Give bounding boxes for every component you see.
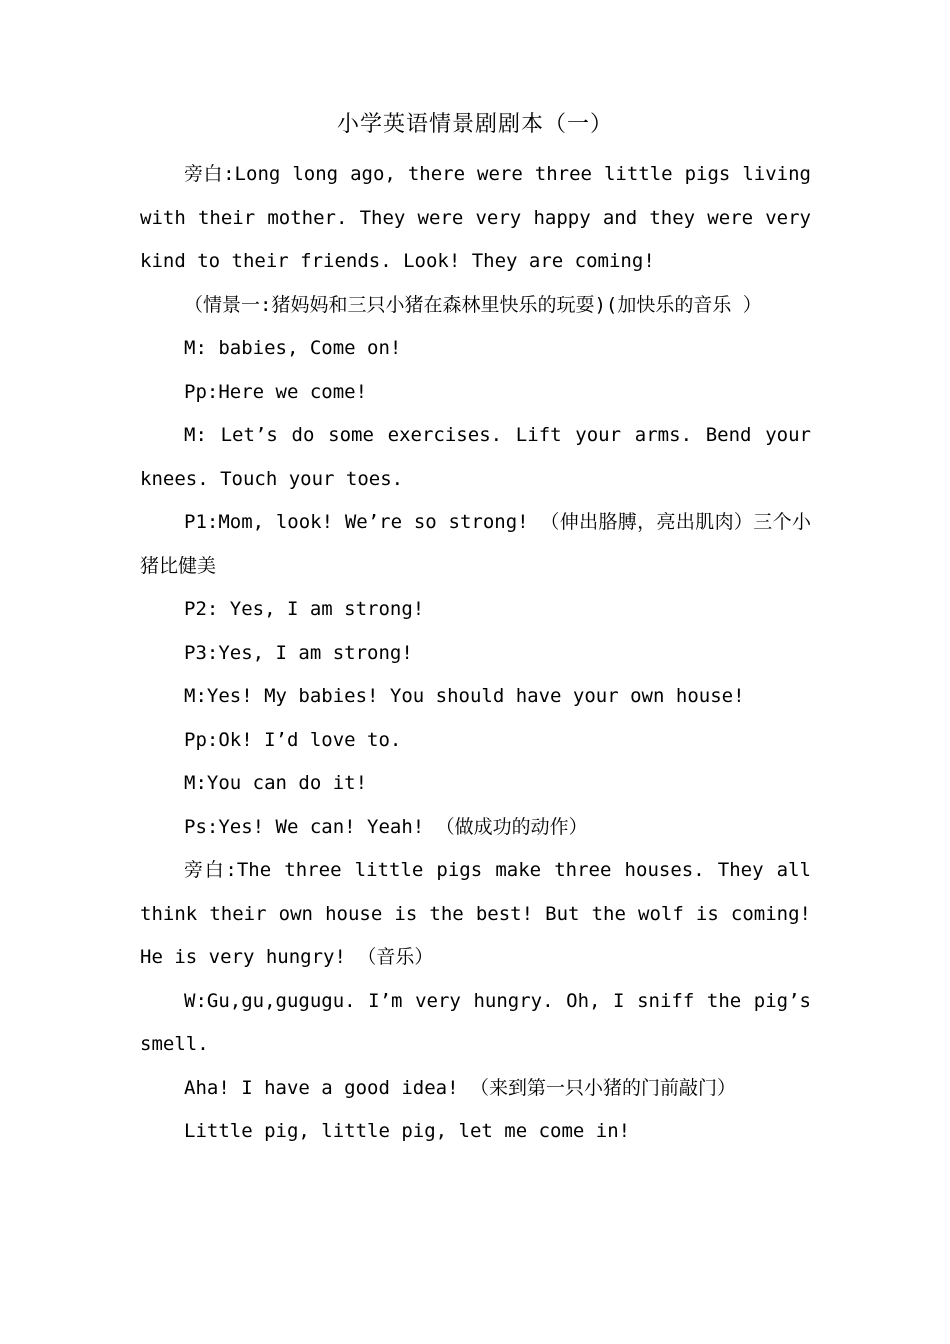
paragraph-line: Little pig, little pig, let me come in! [184, 1120, 631, 1142]
paragraph-line: M: Let’s do some exercises. Lift your arms. Bend your knees. Touch your toes. [140, 424, 811, 490]
paragraph-line: Aha! I have a good idea! （来到第一只小猪的门前敲门） [184, 1076, 736, 1099]
paragraph-scene-one: （情景一:猪妈妈和三只小猪在森林里快乐的玩耍)(加快乐的音乐 ） [184, 293, 762, 316]
paragraph-line: M:Yes! My babies! You should have your own house! [184, 685, 745, 707]
paragraph-line: M: babies, Come on! [184, 337, 402, 359]
paragraph-line: P1:Mom, look! We’re so strong! （伸出胳膊，亮出肌肉）三个小猪比健美 [140, 511, 811, 577]
paragraph-narration-intro: 旁白:Long long ago, there were three little pigs living with their mother. They were very happy and they were very kind to their friends. Look! They are coming! [140, 163, 811, 272]
paragraph-line: M:You can do it! [184, 772, 368, 794]
paragraph-line: Pp:Here we come! [184, 380, 368, 403]
paragraph-line: P2: Yes, I am strong! [184, 598, 425, 620]
paragraph-line: Ps:Yes! We can! Yeah! （做成功的动作） [184, 815, 588, 838]
script-body [140, 153, 811, 1154]
page-title: 小学英语情景剧剧本（一） [336, 112, 613, 137]
paragraph-narration-wolf: 旁白:The three little pigs make three houses. They all think their own house is the best! But the wolf is coming! He is very hungry! （音乐） [140, 859, 811, 968]
paragraph-line: W:Gu,gu,gugugu. I’m very hungry. Oh, I sniff the pig’s smell. [140, 989, 811, 1055]
paragraph-line: Pp:Ok! I’d love to. [184, 728, 402, 751]
paragraph-line: P3:Yes, I am strong! [184, 641, 413, 664]
